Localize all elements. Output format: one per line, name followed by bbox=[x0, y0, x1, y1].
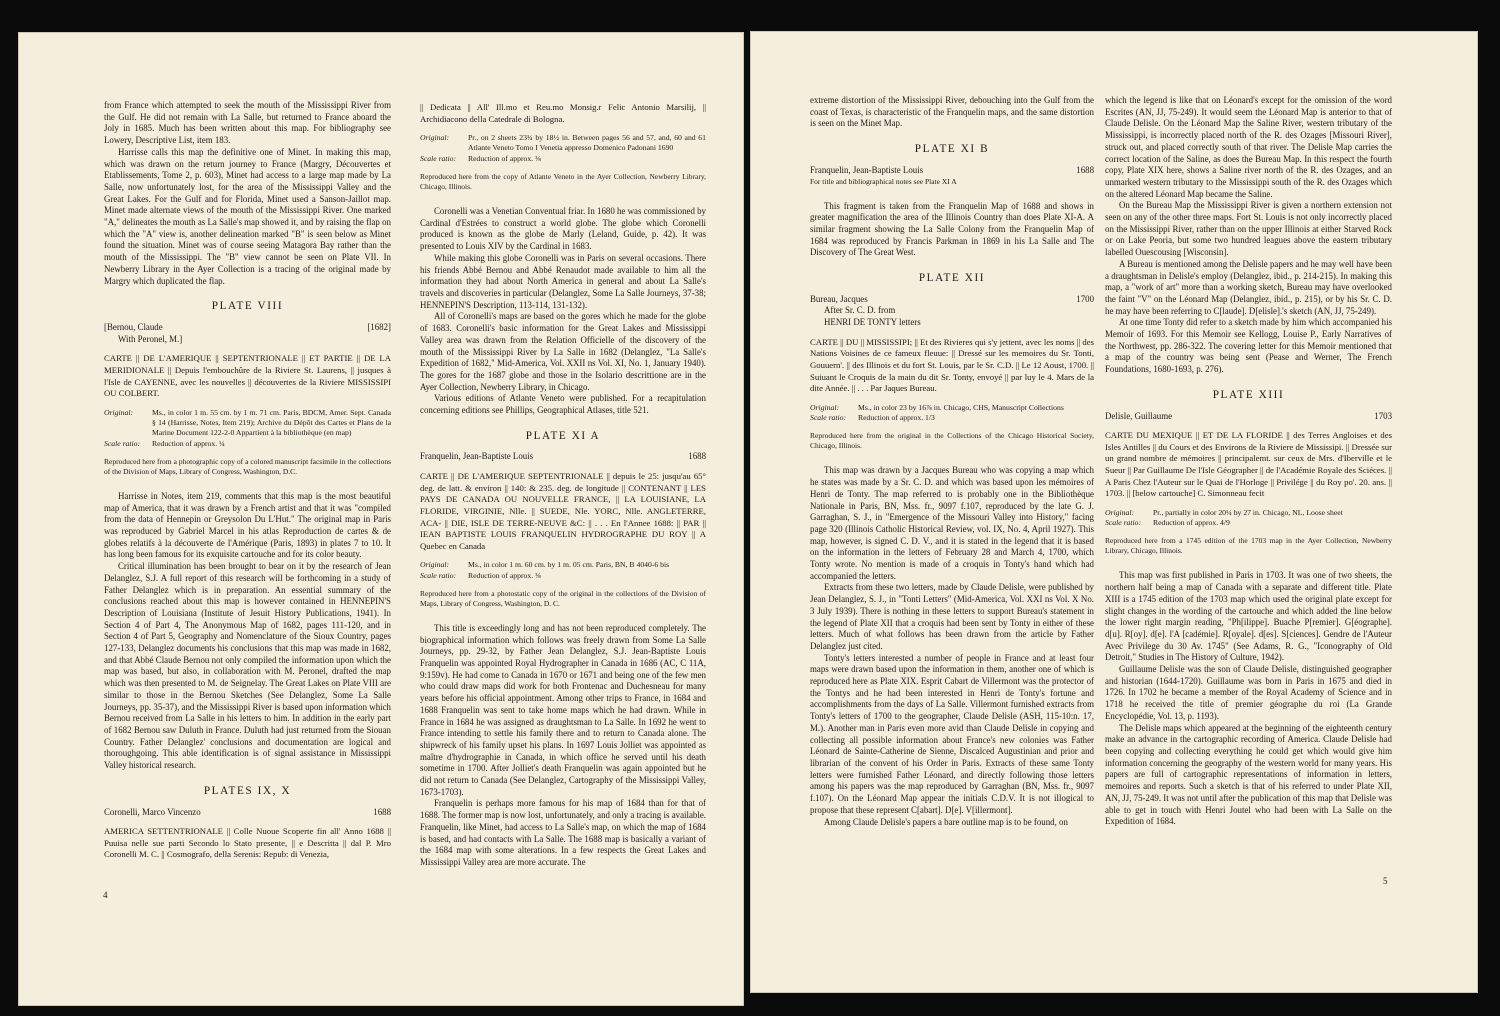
paragraph: Coronelli was a Venetian Conventual friar. In 1680 he was commissioned by Cardinal d'Estrées to construct a world globe. The globe which Coronelli produced is known as the globe de Marly (Leland, Guide, p. 42). It was presented to Louis XIV by the Cardinal in 1683. bbox=[420, 206, 706, 252]
map-metadata bbox=[810, 403, 1094, 413]
spacer bbox=[420, 417, 706, 431]
author-line bbox=[810, 165, 1094, 177]
metadata-value: Ms., in color 23 by 16⅞ in. Chicago, CHS, Manuscript Collections bbox=[858, 402, 1064, 412]
spacer bbox=[420, 164, 706, 172]
plate-heading: PLATE VIII bbox=[211, 300, 284, 313]
metadata-label: Scale ratio: bbox=[420, 570, 457, 580]
reproduction-note: Reproduced here from a 1745 edition of the 1703 map in the Ayer Collection, Newberry Library, Chicago, Illinois. bbox=[1105, 536, 1392, 556]
paragraph: A Bureau is mentioned among the Delisle papers and he may well have been a draughtsman in Delisle's employ (Delanglez, ibid., p. 214-215). In making this map, a "work of art" more than a working sketch, Bureau may have overlooked the faint "V" on the Léonard Map (Delanglez, ibid., p. 215), or by his Sr. C. D. he may have been referring to C[laude]. D[elisle].'s sketch (AN, JJ, 75-249). bbox=[1105, 258, 1392, 316]
paragraph: This fragment is taken from the Franquelin Map of 1688 and shows in greater magnification the area of the Illinois Country than does Plate XI-A. A similar fragment showing the La Salle Colony from the Franquelin Map of 1684 was reproduced by Francis Parkman in 1869 in his La Salle and The Discovery of The Great West. bbox=[810, 200, 1094, 258]
plate-heading: PLATE XI B bbox=[914, 143, 990, 156]
author-note: After Sr. C. D. from bbox=[824, 305, 896, 316]
map-title-transcription: CARTE || DE L'AMERIQUE || SEPTENTRIONALE || ET PARTIE || DE LA MERIDIONALE || Depuis l'embouchûre de la Riviere St. Laurens, || jusques à l'Isle de CAYENNE, avec les nouvelles || découvertes de la Riviere MISSISSIPI OU COLBERT. bbox=[104, 353, 391, 399]
author-note: With Peronel, M.] bbox=[118, 333, 183, 344]
map-date: 1703 bbox=[1374, 410, 1392, 421]
spacer bbox=[810, 130, 1094, 144]
paragraph: Franquelin is perhaps more famous for his map of 1684 than for that of 1688. The former map is now lost, unfortunately, and only a tracing is available. Franquelin, like Minet, had access to La Salle's map, on which the map of 1684 is based, and had contacts with La Salle. The 1688 map is basically a variant of the 1684 map with some alterations. In a few respects the Great Lakes and Mississippi Valley area are more accurate. The bbox=[420, 798, 706, 867]
metadata-value: Ms., in color 1 m. 55 cm. by 1 m. 71 cm. Paris, BDCM, Amer. Sept. Canada § 14 (Harrisse, Notes, Item 219); Archive du Dépôt des Cartes et Plans de la Marine Document 122-2-0 Appartient à la bibliothèque (en map) bbox=[152, 407, 391, 438]
spacer bbox=[1105, 528, 1392, 536]
paragraph: Harrisse in Notes, item 219, comments that this map is the most beautiful map of America, that it was drawn by a French artist and that it was "compiled from the data of Hennepin or Greysolon Du L'Hut." The original map in Paris was reproduced by Gabriel Marcel in his atlas Reproduction de cartes & de globes relatifs à la découverte de l'Amérique (Paris, 1893) in plates 7 to 10. It has long been famous for its exquisite cartouche and for its color beauty. bbox=[104, 490, 391, 560]
author-line bbox=[420, 451, 706, 463]
map-metadata bbox=[810, 413, 1094, 423]
spacer bbox=[810, 395, 1094, 403]
metadata-value: Reduction of approx. 4/9 bbox=[1153, 518, 1230, 528]
paragraph: The Delisle maps which appeared at the beginning of the eighteenth century make an advance in the cartographic recording of America. Claude Delisle had been copying and collecting everything he could get which would give him information concerning the geography of the western world for many years. His papers are full of cartographic representations of information in letters, memoires and reports. Such a sketch is that of his referred to under Plate XII, AN, JJ, 75-249. It was not until after the publication of this map that Delisle was able to get in touch with Henri Joutel who had been with La Salle on the Expedition of 1684. bbox=[1105, 722, 1392, 827]
map-metadata bbox=[104, 408, 391, 439]
map-metadata bbox=[420, 133, 706, 154]
map-date: 1688 bbox=[373, 806, 391, 817]
author-line bbox=[104, 807, 391, 819]
paragraph: Various editions of Atlante Veneto were published. For a recapitulation concerning editions see Phillips, Geographical Atlases, title 521. bbox=[420, 393, 706, 416]
spacer bbox=[1105, 422, 1392, 430]
author-name: Franquelin, Jean-Baptiste Louis bbox=[810, 164, 924, 175]
map-metadata bbox=[420, 154, 706, 164]
map-title-transcription: CARTE DU MEXIQUE || ET DE LA FLORIDE || des Terres Angloises et des Isles Antilles || du Cours et des Environs de la Riviere de Mississipi. || Dressée sur un grand nombre de mémoires || principalemt. sur ceux de Mrs. d'Iberville et le Sueur || Par Guillaume De l'Isle Géographer || de l'Académie Royale des Sciéces. || A Paris Chez l'Auteur sur le Quai de l'Horloge || Privilége || du Roy po'. 20. ans. || 1703. || [below cartouche] C. Simonneau fecit bbox=[1105, 430, 1392, 499]
right-page-column-2 bbox=[1105, 95, 1392, 828]
author-line bbox=[1105, 411, 1392, 423]
paragraph: Harrisse calls this map the definitive one of Minet. In making this map, which was drawn on the return journey to France (Margry, Découvertes et Etablissements, Tome 2, p. 603), Minet had access to a large map made by La Salle, now unfortunately lost, for the area of the Mississippi Valley and the Great Lakes. For the Gulf and for Florida, Minet used a Sanson-Jaillot map. Minet made alternate views of the mouth of the Mississippi River. One marked "A," delineates the mouth as La Salle's map showed it, and by raising the flap on which the "A" view is, another delineation marked "B" is seen below as Minet found the situation. Minet was of course seeing Matagora Bay rather than the mouth of the Mississippi. The "B" view cannot be seen on Plate VII. In Newberry Library in the Ayer Collection is a tracing of the original made by Margry which duplicated the flap. bbox=[104, 146, 391, 286]
paragraph: This map was drawn by a Jacques Bureau who was copying a map which he states was made by a Sr. C. D. and which was based upon les mémoires of Henri de Tonty. The map referred to is probably one in the Bibliothèque Nationale in Paris, BN, Mss. fr., 9097 f.107, reproduced by the late G. J. Garraghan, S. J., in "Emergence of the Missouri Valley into History," facing page 320 (Illinois Catholic Historical Review, vol. IX, No. 4, April 1927). This map, however, is signed C. D. V., and it is stated in the legend that it is based on the information in the letters of February 28 and March 4, 1700, which Tonty wrote. No mention is made of a croquis in Tonty's hand which had accompanied the letters. bbox=[810, 465, 1094, 581]
author-name: Coronelli, Marco Vincenzo bbox=[104, 806, 201, 817]
map-metadata bbox=[420, 560, 706, 570]
metadata-value: Pr., on 2 sheets 23¾ by 18½ in. Between pages 56 and 57, and, 60 and 61 Atlante Veneto Tomo I Venetia appresso Domenico Padonani 1690 bbox=[468, 133, 706, 153]
author-name: Bureau, Jacques bbox=[810, 293, 868, 304]
page-number: 4 bbox=[103, 890, 108, 900]
map-date: 1688 bbox=[688, 451, 706, 462]
metadata-value: Reduction of approx. ⅜ bbox=[468, 570, 541, 580]
metadata-label: Scale ratio: bbox=[1105, 518, 1142, 528]
reproduction-note: Reproduced here from the copy of Atlante Veneto in the Ayer Collection, Newberry Library, Chicago, Illinois. bbox=[420, 172, 706, 192]
plate-heading: PLATE XI A bbox=[525, 429, 601, 442]
metadata-value: Reduction of approx. ⅜ bbox=[468, 153, 541, 163]
paragraph: Critical illumination has been brought to bear on it by the research of Jean Delanglez, S.J. A full report of this research will be forthcoming in a study of Father Delanglez which is in preparation. An essential summary of the conclusions reached about this map is however contained in HENNEPIN'S Description of Louisiana (Institute of Jesuit History Publications, 1941). In Section 4 of Part 4, The Anonymous Map of 1682, pages 111-120, and in Section 4 of Part 5, Geography and Nomenclature of the Sioux Country, pages 127-133, Delanglez documents his conclusions that this map was made in 1682, and that Abbé Claude Bernou not only compiled the information upon which the map was based, but also, in collaboration with M. Peronel, drafted the map which was then presented to M. de Seignelay. The Great Lakes on Plate VIII are similar to those in the Bernou Sketches (See Delanglez, Some La Salle Journeys, pp. 35-37), and the Mississippi River is based upon information which Bernou received from La Salle in his letters to him. In addition in the early part of 1682 Bernou saw Duluth in France. Duluth had just returned from the Siouan Country. Father Delanglez' conclusions and documentation are logical and thoroughgoing. This able identification is of signal assistance in Mississippi Valley historical research. bbox=[104, 561, 391, 771]
author-name: [Bernou, Claude bbox=[104, 321, 163, 332]
plate-heading: PLATES IX, X bbox=[203, 784, 292, 797]
spacer bbox=[420, 552, 706, 560]
spacer bbox=[810, 423, 1094, 431]
spacer bbox=[420, 581, 706, 589]
paragraph: All of Coronelli's maps are based on the gores which he made for the globe of 1683. Coronelli's basic information for the Great Lakes and Mississippi Valley area was drawn from the Relation Officielle of the discovery of the mouth of the Mississippi River by La Salle in 1682 (Delanglez, "La Salle's Expedition of 1682," Mid-America, Vol. XXII ns Vol. XI, No. 1, January 1940). The gores for the 1687 globe and those in the Isolario descrittione are in the Ayer Collection, Newberry Library, in Chicago. bbox=[420, 311, 706, 392]
reproduction-note: For title and bibliographical notes see Plate XI A bbox=[810, 176, 957, 186]
spacer bbox=[810, 187, 1094, 201]
spacer bbox=[1105, 500, 1392, 508]
metadata-label: Original: bbox=[420, 133, 450, 143]
map-metadata bbox=[104, 439, 391, 449]
metadata-value: Ms., in color 1 m. 60 cm. by 1 m. 05 cm. Paris, BN, B 4040-6 bis bbox=[468, 560, 670, 570]
paragraph: which the legend is like that on Léonard's except for the omission of the word Escrites (AN, JJ, 75-249). It would seem the Léonard Map is anterior to that of Claude Delisle. On the Léonard Map the Saline River, western tributary of the Mississippi, is incorrectly placed north of the R. des Ozages [Missouri River], struck out, and placed correctly south of that river. The Delisle Map carries the correct location of the Saline, as does the Bureau Map. In this respect the fourth copy, Plate XIX here, shows a Saline river north of the R. des Ozages, and an unmarked western tributary to the Mississippi south of the R. des Ozages which on the altered Léonard Map became the Saline. bbox=[1105, 95, 1392, 199]
metadata-label: Scale ratio: bbox=[810, 413, 847, 423]
paragraph: extreme distortion of the Mississippi River, debouching into the Gulf from the coast of Texas, is characteristic of the Franquelin maps, and the same distortion is seen on the Minet Map. bbox=[810, 95, 1094, 129]
map-title-transcription: CARTE || DE L'AMERIQUE SEPTENTRIONALE || depuis le 25: jusqu'au 65° deg. de latt. & environ || 140: & 235. deg. de longitude || CONTENANT || LES PAYS DE CANADA OU NOUVELLE FRANCE, || LA LOUISIANE, LA FLORIDE, VIRGINIE, Nlle. || SUEDE, Nle. YORC, Nlle. ANGLETERRE, ACA- || DIE, ISLE DE TERRE-NEUVE &C: || . . . En l'Annee 1688: || PAR || IEAN BAPTISTE LOUIS FRANQUELIN HYDROGRAPHE DU ROY || A Quebec en Canada bbox=[420, 471, 706, 551]
page-number: 5 bbox=[1383, 876, 1388, 886]
metadata-label: Original: bbox=[810, 402, 840, 412]
map-date: 1700 bbox=[1076, 293, 1094, 304]
metadata-label: Original: bbox=[104, 407, 134, 417]
spacer bbox=[104, 400, 391, 408]
author-name: Delisle, Guillaume bbox=[1105, 410, 1173, 421]
spacer bbox=[104, 477, 391, 491]
paragraph: Among Claude Delisle's papers a bare outline map is to be found, on bbox=[824, 816, 1068, 827]
paragraph: On the Bureau Map the Mississippi River is given a northern extension not seen on any of the other three maps. Fort St. Louis is not only incorrectly placed on the Mississippi River, rather than on the upper Illinois at either Starved Rock or on Lake Peoria, but some two hundred leagues above the eastern tributary labelled Ouescousing [Wisconsin]. bbox=[1105, 200, 1392, 258]
map-metadata bbox=[420, 571, 706, 581]
right-page-column-1 bbox=[810, 95, 1094, 828]
metadata-label: Scale ratio: bbox=[420, 153, 457, 163]
spacer bbox=[1105, 376, 1392, 390]
reproduction-note: Reproduced here from the original in the Collections of the Chicago Historical Society, Chicago, Illinois. bbox=[810, 431, 1094, 451]
author-line bbox=[104, 322, 391, 334]
metadata-value: Reduction of approx. 1/3 bbox=[858, 413, 935, 423]
spacer bbox=[810, 259, 1094, 273]
map-title-transcription: CARTE || DU || MISSISSIPI; || Et des Rivieres qui s'y jettent, avec les noms || des Nations Voisines de ce fameux fleuue: || Dressé sur les memoires du Sr. Tonti, Gouuern'. || des Illinois et du fort St. Louis, par le Sr. C.D. || Le 12 Aoust, 1700. || Suiuant le Croquis de la main du dit Sr. Tonty, envoyé || par luy le 4. Mars de la dite Année. || . . . Par Jaques Bureau. bbox=[810, 336, 1094, 394]
metadata-label: Original: bbox=[1105, 507, 1135, 517]
left-page-column-2 bbox=[420, 102, 706, 869]
metadata-value: Reduction of approx. ¼ bbox=[152, 438, 225, 448]
map-date: 1688 bbox=[1076, 164, 1094, 175]
paragraph: Guillaume Delisle was the son of Claude Delisle, distinguished geographer and historian (1644-1720). Guillaume was born in Paris in 1675 and died in 1726. In 1702 he became a member of the Royal Academy of Science and in 1718 he received the title of premier géographe du roi (La Grande Encyclopédie, Vol. 13, p. 1193). bbox=[1105, 664, 1392, 721]
spacer bbox=[420, 463, 706, 471]
metadata-label: Original: bbox=[420, 560, 450, 570]
paragraph: This map was first published in Paris in 1703. It was one of two sheets, the northern half being a map of Canada with a separate and different title. Plate XIII is a 1745 edition of the 1703 map which used the original plate except for slight changes in the wording of the cartouche and which added the line below the lower right margin reading, "Ph[ilippe]. Buache P[remier]. G[éographe]. d[u]. R[oy]. d[e]. l'A [cadémie]. R[oyale]. d[es]. S[ciences]. Gendre de l'Auteur Avec Privilege du 30 Av. 1745" (See Adams, R. G., "Iconography of Old Detroit," Studies in The History of Culture, 1942). bbox=[1105, 570, 1392, 663]
map-metadata bbox=[1105, 508, 1392, 518]
plate-heading: PLATE XIII bbox=[1212, 388, 1285, 401]
spacer bbox=[104, 287, 391, 301]
paragraph: While making this globe Coronelli was in Paris on several occasions. There his friends Abbé Bernou and Abbé Renaudot made available to him all the information they had about North America in general and about La Salle's travels and discoveries in particular (Delanglez, Some La Salle Journeys, 37-38; HENNEPIN'S Description, 113-114, 131-132). bbox=[420, 252, 706, 310]
paragraph: Tonty's letters interested a number of people in France and at least four maps were drawn based upon the information in them, another one of which is reproduced here as Plate XIX. Esprit Cabart de Villermont was the protector of the Tontys and he had been interested in Henri de Tonty's fortune and accomplishments from the days of La Salle. Villermont furnished extracts from Tonty's letters of 1700 to the geographer, Claude Delisle (ASH, 115-10:n. 17, M.). Another man in Paris even more avid than Claude Delisle in copying and collecting all possible information about France's new colonies was Father Léonard de Sainte-Catherine de Sienne, Discalced Augustinian and prior and librarian of the convent of his Order in Paris. Extracts of these same Tonty letters were furnished Father Léonard, and directly following those letters among his papers was the map reproduced by Garraghan (BN, Mss. fr., 9097 f.107). On the Léonard Map appear the initials C.D.V. It is not illogical to propose that these represent C[abart]. D[e]. V[illermont]. bbox=[810, 652, 1094, 815]
paragraph: This title is exceedingly long and has not been reproduced completely. The biographical information which follows was freely drawn from Some La Salle Journeys, pp. 29-32, by Father Jean Delanglez, S.J. Jean-Baptiste Louis Franquelin was appointed Royal Hydrographer in Canada in 1686 (AC, C 11A, 9:159v). He had come to Canada in 1670 or 1671 and being one of the few men who could draw maps did work for both Frontenac and Duchesneau for many years before his official appointment. Among other trips to France, in 1684 and 1688 Franquelin was sent to take home maps which he had drawn. While in France in 1684 he was assigned as draughtsman to La Salle. In 1692 he went to France intending to settle his family there and to return to Canada alone. The shipwreck of his family upset his plans. In 1697 Louis Jolliet was appointed as maître d'hydrographie in Canada, in which office he served until his death sometime in 1700. After Jolliet's death Franquelin was again appointed but he did not return to Canada (See Delanglez, Cartography of the Mississippi Valley, 1673-1703). bbox=[420, 622, 706, 797]
spacer bbox=[810, 329, 1094, 337]
metadata-value: Pr., partially in color 20¼ by 27 in. Chicago, NL, Loose sheet bbox=[1153, 507, 1343, 517]
reproduction-note: Reproduced here from a photostatic copy of the original in the collections of the Division of Maps, Library of Congress, Washington, D. C. bbox=[420, 588, 706, 608]
spacer bbox=[104, 818, 391, 826]
paragraph: Extracts from these two letters, made by Claude Delisle, were published by Jean Delanglez, S. J., in "Tonti Letters" (Mid-America, Vol. XXI ns Vol. X No. 3 July 1939). There is nothing in these letters to support Bureau's statement in the legend of Plate XII that a croquis had been sent by Tonty in either of these letters. Much of what follows has been drawn from the article by Father Delanglez just cited. bbox=[810, 582, 1094, 651]
author-note: HENRI DE TONTY letters bbox=[824, 317, 921, 328]
spacer bbox=[104, 772, 391, 786]
paragraph: At one time Tonty did refer to a sketch made by him which accompanied his Memoir of 1693. For this Memoir see Kellogg, Louise P., Early Narratives of the Northwest, pp. 286-322. The covering letter for this Memoir mentioned that a map of the country was being sent (Pease and Werner, The French Foundations, 1680-1693, p. 276). bbox=[1105, 317, 1392, 375]
left-page-column-1 bbox=[104, 100, 391, 861]
spacer bbox=[810, 451, 1094, 465]
author-name: Franquelin, Jean-Baptiste Louis bbox=[420, 451, 534, 462]
map-date: [1682] bbox=[367, 321, 391, 332]
left-page bbox=[18, 32, 744, 1006]
paragraph: from France which attempted to seek the mouth of the Mississippi River from the Gulf. He did not remain with La Salle, but returned to France aboard the Joly in 1685. Much has been written about this map. For bibliography see Lowery, Descriptive List, item 183. bbox=[104, 100, 391, 146]
plate-heading: PLATE XII bbox=[918, 272, 986, 285]
author-line bbox=[810, 294, 1094, 306]
map-title-transcription: AMERICA SETTENTRIONALE || Colle Nuoue Scoperte fin all' Anno 1688 || Puuisa nelle sue parti Secondo lo Stato presente, || e Descritta || dal P. Mro Coronelli M. C. || Cosmografo, della Serenis: Repub: di Venezia, bbox=[104, 826, 391, 860]
spacer bbox=[1105, 556, 1392, 570]
reproduction-note: Reproduced here from a photographic copy of a colored manuscript facsimile in the collections of the Division of Maps, Library of Congress, Washington, D.C. bbox=[104, 456, 391, 476]
right-page bbox=[750, 31, 1478, 993]
spacer bbox=[420, 609, 706, 623]
metadata-label: Scale ratio: bbox=[104, 438, 141, 448]
map-metadata bbox=[1105, 518, 1392, 528]
spacer bbox=[420, 125, 706, 133]
spacer bbox=[104, 345, 391, 353]
spacer bbox=[420, 192, 706, 206]
spacer bbox=[104, 449, 391, 457]
map-title-transcription: || Dedicata || All' Ill.mo et Reu.mo Monsig.r Felic Antonio Marsilij, || Archidiacono della Catedrale di Bologna. bbox=[420, 102, 706, 124]
